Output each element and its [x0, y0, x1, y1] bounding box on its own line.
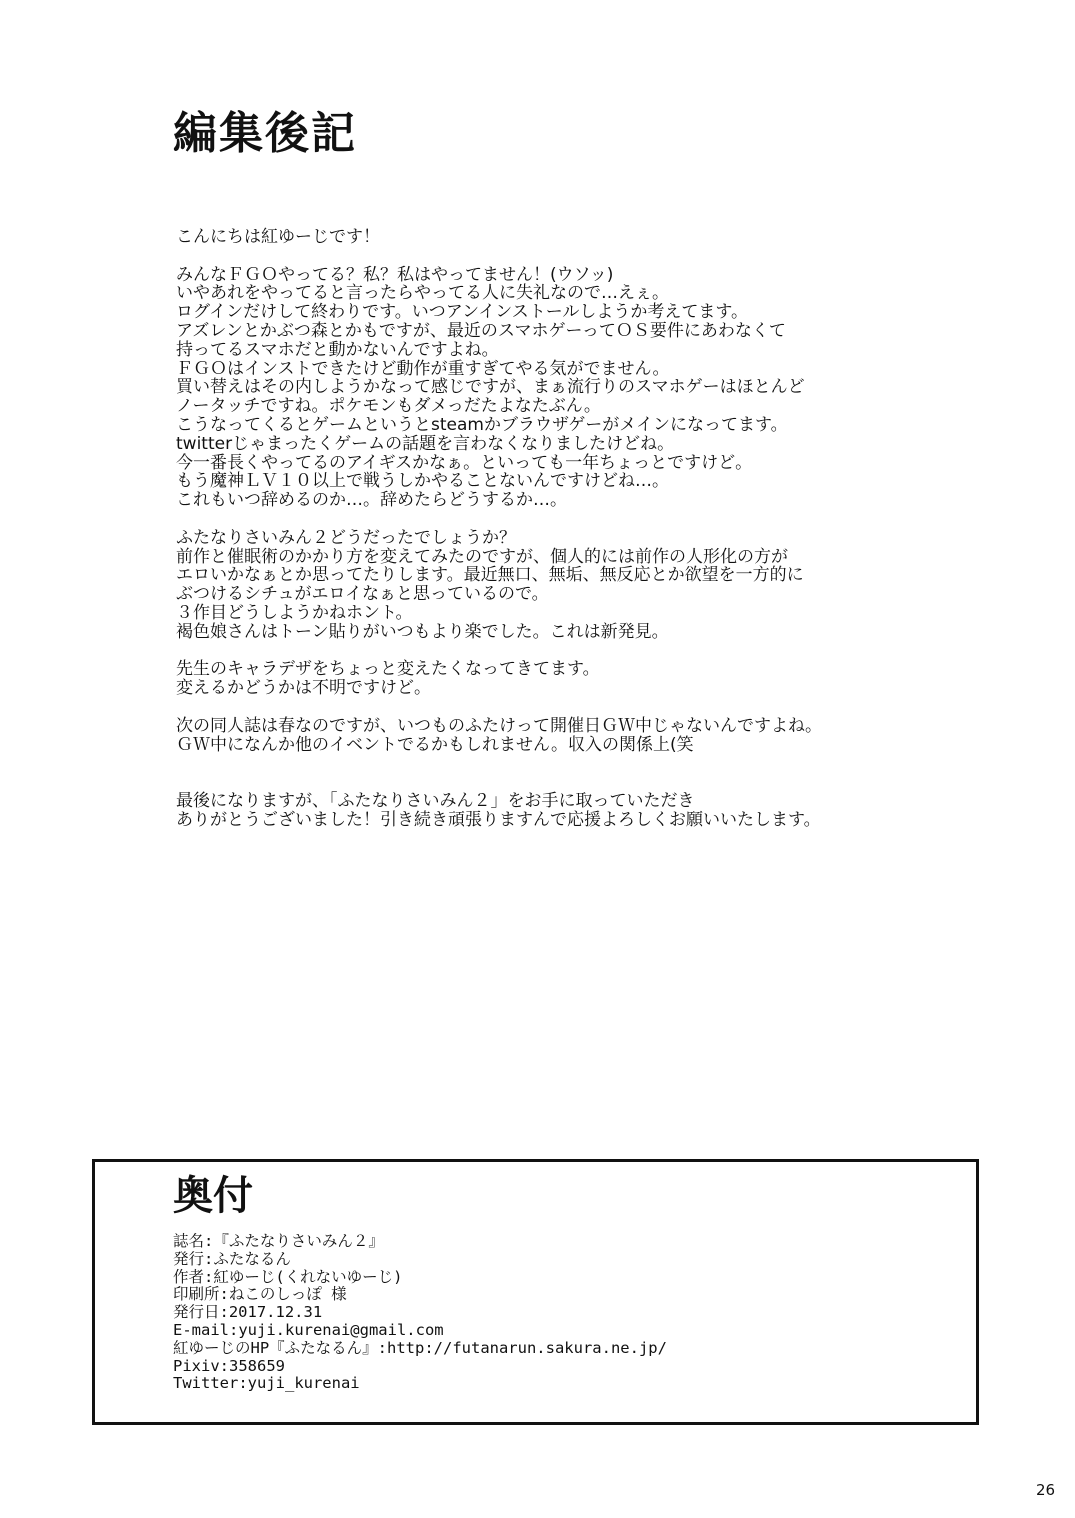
colophon-list: [173, 1233, 667, 1393]
afterword-line: こんにちは紅ゆーじです！: [176, 227, 380, 247]
page-number: 26: [1036, 1481, 1056, 1499]
afterword-line: みんなＦＧＯやってる？私？私はやってません！(ウソッ): [176, 264, 614, 285]
afterword-line: ログインだけして終わりです。いつアンインストールしようか考えてます。: [176, 302, 749, 323]
afterword-line: これもいつ辞めるのか…。辞めたらどうするか…。: [176, 490, 567, 511]
afterword-paragraph: [176, 660, 996, 698]
afterword-line: 次の同人誌は春なのですが、いつものふたけって開催日ＧＷ中じゃないんですよね。: [176, 715, 822, 736]
afterword-line: ＧＷ中になんか他のイベントでるかもしれません。収入の関係上(笑: [176, 734, 694, 755]
afterword-line: ＦＧＯはインストできたけど動作が重すぎてやる気がでません。: [176, 358, 670, 379]
afterword-line: 褐色娘さんはトーン貼りがいつもより楽でした。これは新発見。: [176, 621, 669, 642]
afterword-line: こうなってくるとゲームというとsteamかブラウザゲーがメインになってます。: [176, 414, 788, 435]
afterword-line: 前作と催眠術のかかり方を変えてみたのですが、個人的には前作の人形化の方が: [176, 546, 788, 567]
afterword-line: エロいかなぁとか思ってたりします。最近無口、無垢、無反応とか欲望を一方的に: [176, 565, 804, 586]
colophon-twitter-line: Twitter:yuji_kurenai: [173, 1374, 360, 1393]
colophon-title-line: 誌名:『ふたなりさいみん２』: [173, 1232, 384, 1250]
colophon-email-line: E-mail:yuji.kurenai@gmail.com: [173, 1320, 444, 1339]
afterword-line: twitterじゃまったくゲームの話題を言わなくなりましたけどね。: [176, 433, 675, 454]
afterword-paragraph: [176, 792, 996, 830]
afterword-line: いやあれをやってると言ったらやってる人に失礼なので…えぇ。: [176, 283, 669, 304]
afterword-body: [176, 228, 996, 848]
colophon-homepage-line: 紅ゆーじのHP『ふたなるん』:http://futanarun.sakura.ne.jp/: [173, 1338, 667, 1357]
afterword-paragraph: [176, 717, 996, 755]
afterword-line: 変えるかどうかは不明ですけど。: [176, 678, 431, 699]
afterword-line: 持ってるスマホだと動かないんですよね。: [176, 339, 499, 360]
afterword-heading: 編集後記: [173, 108, 357, 159]
afterword-line: 最後になりますが、「ふたなりさいみん２」をお手に取っていただき: [176, 790, 695, 811]
afterword-paragraph: [176, 529, 996, 642]
afterword-line: 今一番長くやってるのアイギスかなぁ。といっても一年ちょっとですけど。: [176, 452, 753, 473]
colophon-publisher-line: 発行:ふたなるん: [173, 1249, 291, 1268]
afterword-line: 買い替えはその内しようかなって感じですが、まぁ流行りのスマホゲーはほとんど: [176, 377, 805, 398]
afterword-line: ありがとうございました！引き続き頑張りますんで応援よろしくお願いいたします。: [176, 809, 821, 830]
afterword-line: アズレンとかぶつ森とかもですが、最近のスマホゲーってＯＳ要件にあわなくて: [176, 320, 786, 341]
afterword-line: ３作目どうしようかねホント。: [176, 602, 413, 623]
colophon-author-line: 作者:紅ゆーじ(くれないゆーじ): [173, 1267, 403, 1286]
afterword-line: もう魔神ＬＶ１０以上で戦うしかやることないんですけどね…。: [176, 471, 669, 492]
afterword-paragraph: [176, 228, 996, 247]
afterword-line: ふたなりさいみん２どうだったでしょうか？: [176, 527, 516, 548]
afterword-paragraph: [176, 266, 996, 510]
colophon-box: [92, 1159, 979, 1425]
colophon-title: 奥付: [173, 1173, 253, 1219]
afterword-line: ノータッチですね。ポケモンもダメっだたよなたぶん。: [176, 396, 601, 417]
afterword-line: ぶつけるシチュがエロイなぁと思っているので。: [176, 584, 549, 605]
colophon-printer-line: 印刷所:ねこのしっぽ 様: [173, 1285, 347, 1304]
colophon-pixiv-line: Pixiv:358659: [173, 1356, 285, 1375]
afterword-line: 先生のキャラデザをちょっと変えたくなってきてます。: [176, 659, 600, 680]
colophon-date-line: 発行日:2017.12.31: [173, 1303, 323, 1322]
